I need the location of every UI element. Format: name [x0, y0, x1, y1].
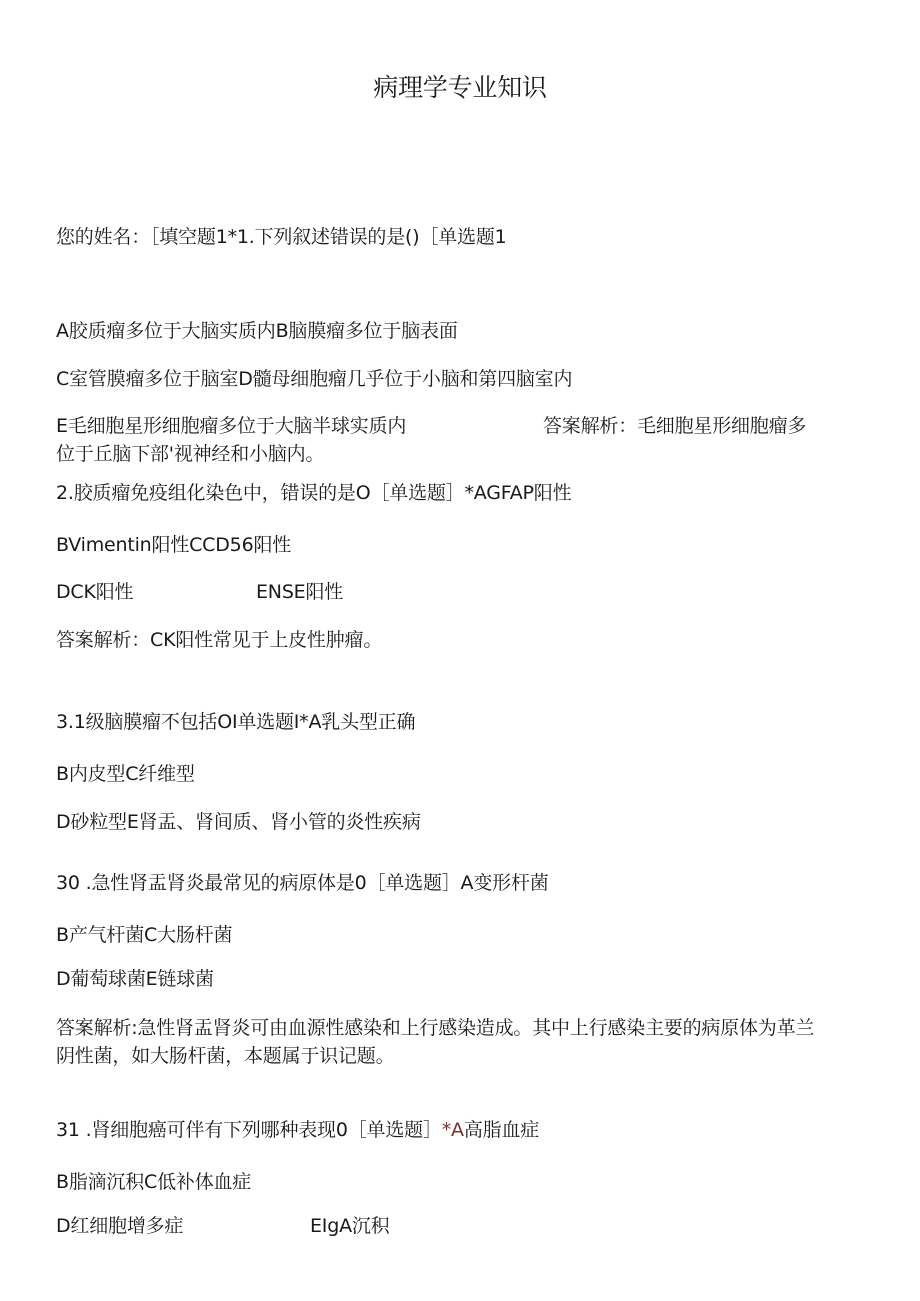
- question-31-option-a-text: 高脂血症: [463, 1119, 540, 1141]
- question-3-options-bc: B内皮型C纤维型: [56, 763, 195, 785]
- question-31-options-bc: B脂滴沉积C低补体血症: [56, 1171, 252, 1193]
- question-2-option-e: ENSE阳性: [256, 581, 344, 603]
- question-31-option-e: EIgA沉积: [310, 1215, 390, 1237]
- question-1-answer-analysis: 答案解析：毛细胞星形细胞瘤多: [543, 415, 807, 437]
- question-2-options-bc: BVimentin阳性CCD56阳性: [56, 534, 292, 556]
- question-1-answer-analysis-cont: 位于丘脑下部'视神经和小脑内。: [56, 443, 325, 465]
- document-title: 病理学专业知识: [373, 73, 547, 102]
- question-1-options-cd: C室管膜瘤多位于脑室D髓母细胞瘤几乎位于小脑和第四脑室内: [56, 368, 573, 390]
- question-31-option-d: D红细胞增多症: [56, 1215, 184, 1237]
- question-30-options-bc: B产气杆菌C大肠杆菌: [56, 924, 233, 946]
- question-30-answer-analysis-cont: 阴性菌，如大肠杆菌，本题属于识记题。: [56, 1045, 395, 1067]
- question-31-line: [56, 1117, 539, 1143]
- question-2-answer-analysis: 答案解析：CK阳性常见于上皮性肿瘤。: [56, 629, 383, 651]
- question-3-options-de: D砂粒型E肾盂、肾间质、肾小管的炎性疾病: [56, 811, 421, 833]
- question-1-line: 您的姓名：［填空题1*1.下列叙述错误的是()［单选题1: [56, 226, 507, 248]
- question-31-stem: 31 .肾细胞癌可伴有下列哪种表现0［单选题］: [56, 1119, 442, 1141]
- question-30-options-de: D葡萄球菌E链球菌: [56, 968, 214, 990]
- question-3-line: 3.1级脑膜瘤不包括OI单选题I*A乳头型正确: [56, 711, 416, 733]
- question-2-line: 2.胶质瘤免疫组化染色中，错误的是O［单选题］*AGFAP阳性: [56, 482, 572, 504]
- question-1-option-e: E毛细胞星形细胞瘤多位于大脑半球实质内: [56, 415, 407, 437]
- question-31-option-a-marker: *A: [441, 1119, 464, 1141]
- question-1-options-ab: A胶质瘤多位于大脑实质内B脑膜瘤多位于脑表面: [56, 320, 458, 342]
- question-30-line: 30 .急性肾盂肾炎最常见的病原体是0［单选题］A变形杆菌: [56, 872, 549, 894]
- question-30-answer-analysis: 答案解析:急性肾盂肾炎可由血源性感染和上行感染造成。其中上行感染主要的病原体为革兰: [56, 1017, 815, 1039]
- question-2-option-d: DCK阳性: [56, 581, 134, 603]
